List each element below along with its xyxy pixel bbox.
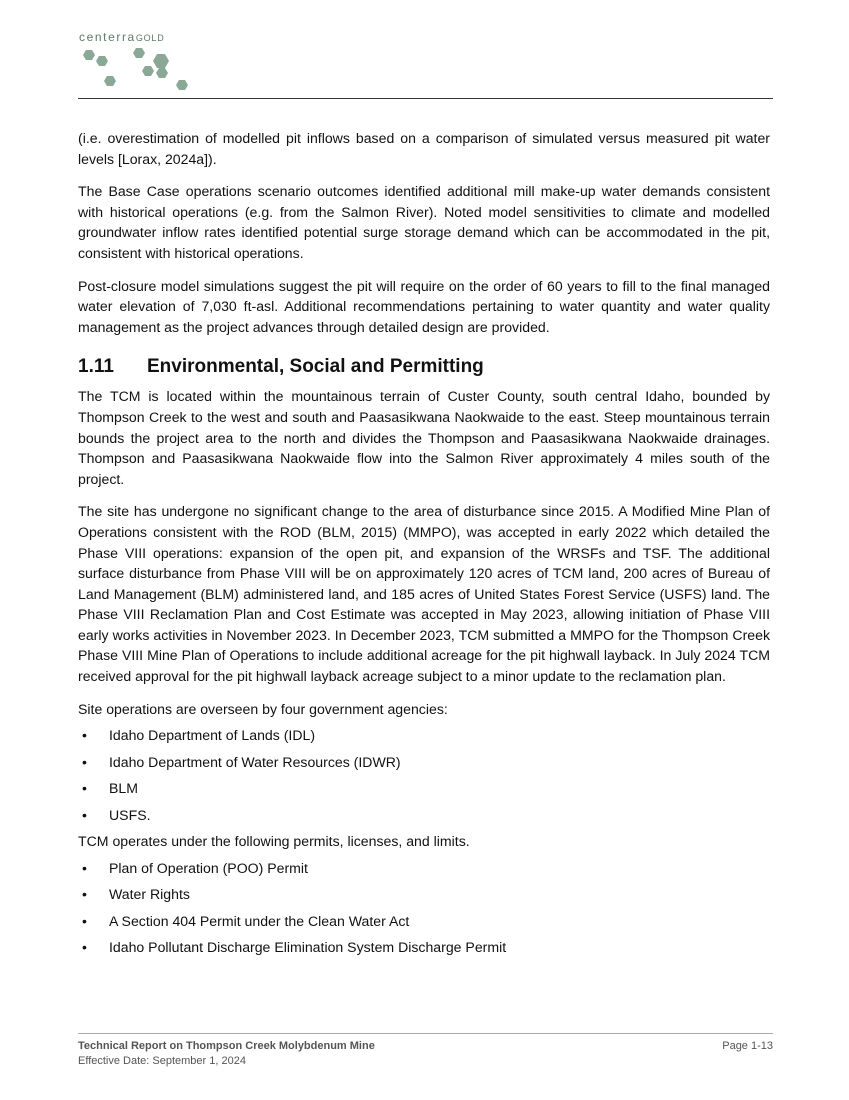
list-item: • Plan of Operation (POO) Permit [82, 859, 308, 876]
header-divider [78, 98, 773, 99]
paragraph: (i.e. overestimation of modelled pit inflows based on a comparison of simulated versus measured pit water levels [Lorax, 2024a]). [78, 130, 770, 167]
bullet-icon: • [82, 727, 87, 744]
list-item: • A Section 404 Permit under the Clean Water Act [82, 912, 410, 929]
section-heading [78, 355, 770, 379]
bullet-icon: • [82, 939, 87, 956]
page-number: Page 1-13 [722, 1040, 773, 1052]
company-logo [79, 30, 209, 94]
effective-date: Effective Date: September 1, 2024 [78, 1055, 246, 1067]
section-number: 1.11 [78, 356, 114, 378]
bullet-icon: • [82, 780, 87, 797]
list-item: • Idaho Pollutant Discharge Elimination System Discharge Permit [82, 939, 507, 956]
paragraph: The Base Case operations scenario outcomes identified additional mill make-up water demands consistent with historical operations (e.g. from the Salmon River). Noted model sensitivities to climate and modelled groundwater inflow rates identified potential surge storage demand which can be accommodated in the pit, consistent with historical operations. [78, 183, 770, 261]
list-item: • USFS. [82, 806, 151, 823]
page-footer [78, 1039, 773, 1069]
list-item: • Water Rights [82, 886, 190, 903]
paragraph: The site has undergone no significant change to the area of disturbance since 2015. A Modified Mine Plan of Operations consistent with the ROD (BLM, 2015) (MMPO), was accepted in early 2022 which detailed the Phase VIII operations: expansion of the open pit, and expansion of the WRSFs and TSF. The additional surface disturbance from Phase VIII will be on approximately 120 acres of TCM land, 200 acres of Bureau of Land Management (BLM) administered land, and 185 acres of United States Forest Service (USFS) land. The Phase VIII Reclamation Plan and Cost Estimate was accepted in May 2023, allowing initiation of Phase VIII early works activities in November 2023. In December 2023, TCM submitted a MMPO for the Thompson Creek Phase VIII Mine Plan of Operations to include additional acreage for the pit highwall layback. In July 2024 TCM received approval for the pit highwall layback acreage subject to a minor update to the reclamation plan. [78, 503, 770, 685]
paragraph: TCM operates under the following permits, licenses, and limits. [78, 833, 470, 850]
agency-list [78, 725, 770, 825]
paragraph: Post-closure model simulations suggest the pit will require on the order of 60 years to fill to the final managed water elevation of 7,030 ft-asl. Additional recommendations pertaining to water quantity and water quality management as the project advances through detailed design are provided. [78, 277, 770, 335]
hexagon-cluster-icon [79, 46, 199, 96]
bullet-icon: • [82, 859, 87, 876]
bullet-icon: • [82, 806, 87, 823]
paragraph: The TCM is located within the mountainous terrain of Custer County, south central Idaho, bounded by Thompson Creek to the west and south and Paasasikwana Naokwaide to the east. Steep mountainous terrain bounds the project area to the north and divides the Thompson and Paasasikwana Naokwaide drainages. Thompson and Paasasikwana Naokwaide flow into the Salmon River approximately 4 miles south of the project. [78, 388, 770, 487]
footer-divider [78, 1033, 773, 1034]
bullet-icon: • [82, 886, 87, 903]
permit-list [78, 858, 770, 958]
list-item: • BLM [82, 780, 138, 797]
document-body [78, 128, 770, 964]
logo-wordmark: centerraGOLD [79, 30, 165, 44]
bullet-icon: • [82, 912, 87, 929]
list-item: • Idaho Department of Water Resources (IDWR) [82, 753, 401, 770]
list-item: • Idaho Department of Lands (IDL) [82, 727, 316, 744]
report-title: Technical Report on Thompson Creek Molybdenum Mine [78, 1040, 375, 1052]
section-title: Environmental, Social and Permitting [147, 356, 484, 378]
bullet-icon: • [82, 753, 87, 770]
paragraph: Site operations are overseen by four government agencies: [78, 700, 448, 717]
